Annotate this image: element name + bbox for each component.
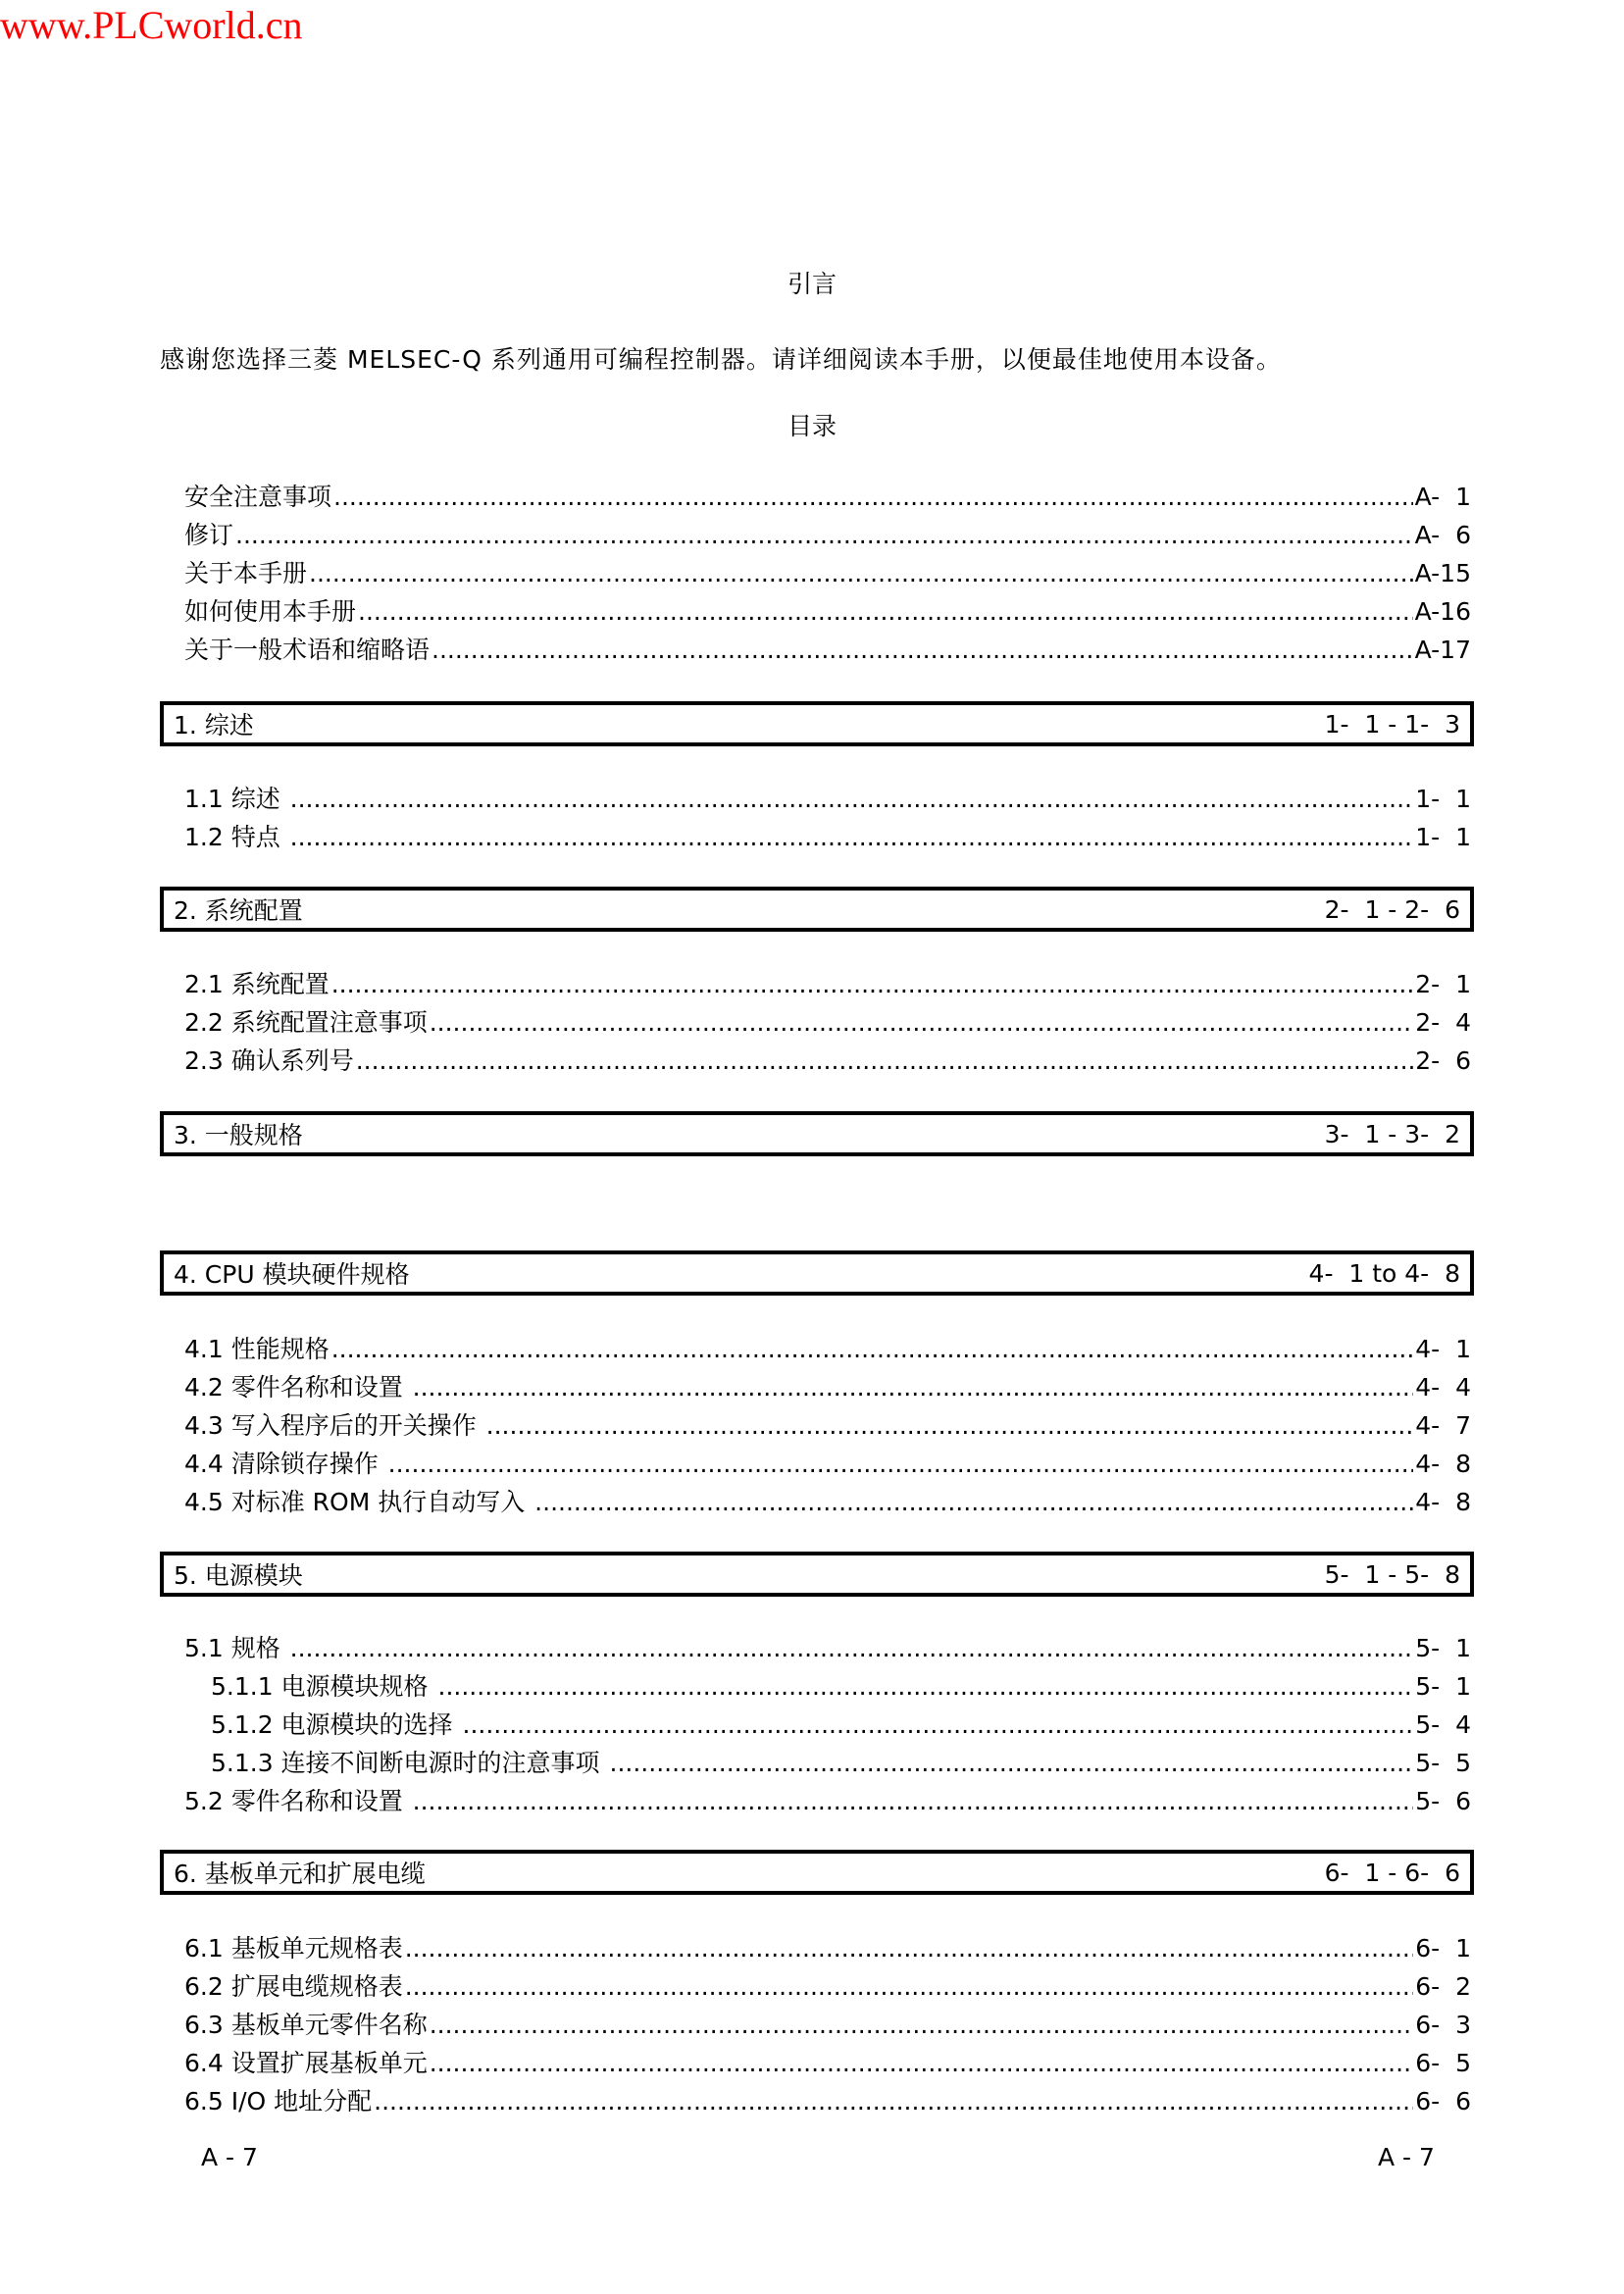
chapter-heading[interactable]: [160, 887, 1474, 932]
toc-entry-page: 6- 5: [1415, 2049, 1471, 2077]
toc-entry-page: A-15: [1414, 559, 1471, 587]
dot-leader: [309, 558, 1413, 589]
chapter-title: 2. 系统配置: [174, 896, 303, 925]
toc-entry-label: 如何使用本手册: [184, 597, 357, 626]
dot-leader: [333, 482, 1413, 513]
chapter-heading[interactable]: [160, 1850, 1474, 1895]
toc-entry[interactable]: [184, 776, 1471, 815]
chapter-heading[interactable]: [160, 1552, 1474, 1597]
toc-entry-label: 关于一般术语和缩略语: [184, 636, 431, 664]
toc-entry-label: 6.4 设置扩展基板单元: [184, 2049, 428, 2077]
chapter-title: 6. 基板单元和扩展电缆: [174, 1860, 426, 1888]
toc-entry-label: 6.5 I/O 地址分配: [184, 2087, 373, 2116]
toc-entry-page: 2- 1: [1415, 970, 1471, 998]
dot-leader: [290, 1633, 1414, 1664]
toc-entry-label: 2.3 确认系列号: [184, 1046, 354, 1075]
toc-entry-page: 4- 4: [1415, 1373, 1471, 1402]
watermark-url: www.PLCworld.cn: [0, 3, 303, 47]
chapter-title: 1. 综述: [174, 711, 254, 739]
toc-entry[interactable]: [184, 814, 1471, 853]
toc-entry[interactable]: [184, 1925, 1471, 1964]
toc-entry-label: 5.1.1 电源模块规格: [211, 1672, 436, 1701]
dot-leader: [438, 1671, 1414, 1703]
toc-subentry[interactable]: [211, 1702, 1471, 1741]
toc-entry-label: 6.3 基板单元零件名称: [184, 2011, 428, 2039]
toc-entry[interactable]: [184, 1778, 1471, 1817]
toc-entry[interactable]: [184, 474, 1471, 513]
dot-leader: [356, 1045, 1414, 1077]
page-title: 引言: [787, 270, 837, 298]
toc-entry[interactable]: [184, 627, 1471, 666]
toc-entry-label: 5.1.3 连接不间断电源时的注意事项: [211, 1749, 608, 1777]
chapter-heading[interactable]: [160, 701, 1474, 746]
toc-entry-page: 5- 1: [1415, 1672, 1471, 1701]
toc-entry-page: 2- 4: [1415, 1008, 1471, 1037]
toc-entry-page: 4- 7: [1415, 1411, 1471, 1440]
chapter-pages: 5- 1 - 5- 8: [1324, 1559, 1460, 1589]
dot-leader: [290, 784, 1414, 815]
toc-entry[interactable]: [184, 512, 1471, 551]
toc-entry[interactable]: [184, 2078, 1471, 2117]
dot-leader: [405, 1933, 1414, 1964]
toc-entry-page: 4- 1: [1415, 1335, 1471, 1363]
toc-entry[interactable]: [184, 1441, 1471, 1480]
chapter-pages: 2- 1 - 2- 6: [1324, 894, 1460, 924]
toc-entry-label: 4.5 对标准 ROM 执行自动写入: [184, 1488, 533, 1516]
footer-page-right: A - 7: [1378, 2143, 1435, 2171]
chapter-pages: 3- 1 - 3- 2: [1324, 1119, 1460, 1148]
toc-entry[interactable]: [184, 550, 1471, 589]
toc-entry-page: 6- 2: [1415, 1972, 1471, 2001]
toc-entry-page: 6- 1: [1415, 1934, 1471, 1963]
toc-entry-page: 4- 8: [1415, 1450, 1471, 1478]
toc-entry-page: A- 1: [1414, 483, 1471, 511]
toc-entry-page: 5- 1: [1415, 1634, 1471, 1662]
dot-leader: [413, 1372, 1414, 1403]
toc-entry-page: A-17: [1414, 636, 1471, 664]
toc-subentry[interactable]: [211, 1740, 1471, 1779]
toc-entry-label: 关于本手册: [184, 559, 308, 587]
toc-entry-label: 4.4 清除锁存操作: [184, 1450, 386, 1478]
toc-entry-page: 6- 6: [1415, 2087, 1471, 2116]
dot-leader: [331, 1334, 1414, 1365]
toc-entry[interactable]: [184, 1963, 1471, 2003]
toc-entry-page: 5- 4: [1415, 1710, 1471, 1739]
toc-entry-label: 4.2 零件名称和设置: [184, 1373, 411, 1402]
toc-entry[interactable]: [184, 1402, 1471, 1442]
chapter-title: 3. 一般规格: [174, 1121, 303, 1149]
toc-entry-label: 4.1 性能规格: [184, 1335, 330, 1363]
dot-leader: [413, 1786, 1414, 1817]
toc-entry[interactable]: [184, 2040, 1471, 2079]
toc-entry[interactable]: [184, 1326, 1471, 1365]
toc-entry-label: 5.2 零件名称和设置: [184, 1787, 411, 1815]
dot-leader: [235, 520, 1413, 551]
intro-paragraph: 感谢您选择三菱 MELSEC-Q 系列通用可编程控制器。请详细阅读本手册，以便最佳地使用本设备。: [160, 345, 1282, 374]
dot-leader: [430, 2048, 1414, 2079]
toc-entry-label: 5.1.2 电源模块的选择: [211, 1710, 461, 1739]
dot-leader: [430, 2010, 1414, 2041]
chapter-pages: 1- 1 - 1- 3: [1324, 709, 1460, 739]
toc-entry-label: 2.1 系统配置: [184, 970, 330, 998]
toc-entry[interactable]: [184, 961, 1471, 1000]
dot-leader: [610, 1748, 1414, 1779]
toc-entry-page: A- 6: [1414, 521, 1471, 549]
toc-entry-page: A-16: [1414, 597, 1471, 626]
dot-leader: [463, 1709, 1414, 1741]
dot-leader: [331, 969, 1414, 1000]
dot-leader: [374, 2086, 1413, 2117]
chapter-title: 5. 电源模块: [174, 1561, 303, 1590]
toc-entry[interactable]: [184, 2002, 1471, 2041]
toc-entry-label: 1.1 综述: [184, 785, 288, 813]
toc-entry[interactable]: [184, 999, 1471, 1039]
toc-entry-label: 修订: [184, 521, 234, 549]
dot-leader: [358, 596, 1413, 628]
chapter-pages: 4- 1 to 4- 8: [1308, 1258, 1460, 1288]
toc-entry-page: 6- 3: [1415, 2011, 1471, 2039]
toc-subentry[interactable]: [211, 1663, 1471, 1703]
chapter-title: 4. CPU 模块硬件规格: [174, 1260, 410, 1289]
toc-entry-page: 1- 1: [1415, 785, 1471, 813]
toc-entry-label: 6.1 基板单元规格表: [184, 1934, 403, 1963]
dot-leader: [388, 1449, 1414, 1480]
toc-entry-label: 4.3 写入程序后的开关操作: [184, 1411, 484, 1440]
toc-entry-label: 5.1 规格: [184, 1634, 288, 1662]
toc-entry[interactable]: [184, 1479, 1471, 1518]
toc-entry-label: 2.2 系统配置注意事项: [184, 1008, 428, 1037]
footer-page-left: A - 7: [201, 2143, 258, 2171]
chapter-pages: 6- 1 - 6- 6: [1324, 1858, 1460, 1887]
dot-leader: [430, 1007, 1414, 1039]
dot-leader: [431, 635, 1413, 666]
toc-entry-page: 4- 8: [1415, 1488, 1471, 1516]
toc-entry[interactable]: [184, 588, 1471, 628]
toc-entry[interactable]: [184, 1038, 1471, 1077]
toc-entry-page: 2- 6: [1415, 1046, 1471, 1075]
toc-title: 目录: [787, 412, 837, 440]
chapter-heading[interactable]: [160, 1111, 1474, 1156]
chapter-heading[interactable]: [160, 1250, 1474, 1296]
toc-entry-label: 安全注意事项: [184, 483, 332, 511]
dot-leader: [534, 1487, 1413, 1518]
toc-entry-label: 1.2 特点: [184, 823, 288, 851]
toc-entry-page: 5- 5: [1415, 1749, 1471, 1777]
toc-entry-page: 1- 1: [1415, 823, 1471, 851]
toc-entry-page: 5- 6: [1415, 1787, 1471, 1815]
toc-entry-label: 6.2 扩展电缆规格表: [184, 1972, 403, 2001]
dot-leader: [486, 1410, 1414, 1442]
dot-leader: [405, 1971, 1414, 2003]
toc-entry[interactable]: [184, 1625, 1471, 1664]
toc-entry[interactable]: [184, 1364, 1471, 1403]
dot-leader: [290, 822, 1414, 853]
